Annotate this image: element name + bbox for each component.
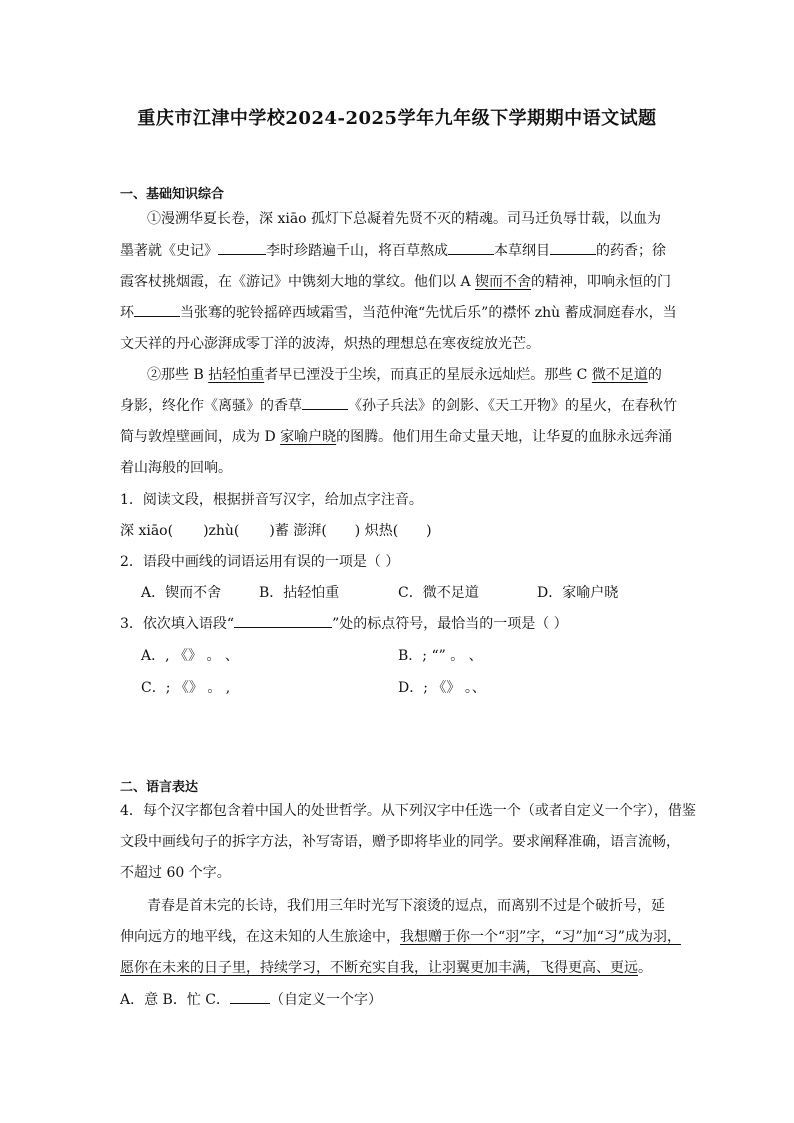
question-4-option-list: A．意 B．忙 C． (120, 992, 231, 1008)
text: 的精神，叩响永恒的门 (531, 274, 672, 290)
underlined-word-d: 家喻户晓 (280, 429, 337, 445)
text: 的图腾。他们用生命丈量天地，让华夏的血脉永远奔涌 (336, 429, 673, 445)
passage-p2-line1 (147, 364, 662, 384)
passage-p1-line2 (120, 240, 666, 260)
section-heading-language-expression: 二、语言表达 (120, 780, 199, 795)
section-heading-basic-knowledge: 一、基础知识综合 (120, 187, 225, 202)
passage-p1-line5: 文天祥的丹心澎湃成零丁洋的波涛，炽热的理想总在寒夜绽放光芒。 (120, 336, 540, 352)
question-4-line3: 不超过 60 个字。 (120, 865, 231, 881)
question-4-passage-line2 (120, 926, 681, 946)
text: （自定义一个字） (270, 992, 383, 1008)
passage-p2-line2 (120, 395, 677, 415)
question-2-option-c[interactable]: C．微不足道 (398, 585, 479, 601)
fill-blank[interactable] (448, 240, 494, 255)
question-3-option-a[interactable]: A．, 《》 。 、 (141, 648, 239, 664)
text: 身影，终化作《离骚》的香草 (120, 398, 302, 414)
text: 墨著就《史记》 (120, 243, 218, 259)
question-3-option-d[interactable]: D．; 《》 。、 (398, 680, 486, 696)
question-2-option-b[interactable]: B．拈轻怕重 (259, 585, 340, 601)
fill-blank (234, 613, 332, 628)
fill-blank[interactable] (218, 240, 266, 255)
text: 《孙子兵法》的剑影、《天工开物》的星火，在春秋竹 (348, 398, 677, 414)
question-1-answer-line (120, 520, 432, 540)
question-4-options (120, 989, 382, 1009)
text: )蓄 澎湃( (269, 523, 327, 539)
question-3-option-b[interactable]: B．; “” 。 、 (398, 648, 483, 664)
text: ) 炽热( (354, 523, 399, 539)
text: 本草纲目 (494, 243, 550, 259)
text: 环 (120, 305, 134, 321)
text: 者早已湮没于尘埃，而真正的星辰永远灿烂。那些 C (264, 367, 592, 383)
question-2-option-d[interactable]: D．家喻户晓 (537, 585, 619, 601)
text: ”处的标点符号，最恰当的一项是（ ） (332, 616, 568, 632)
question-2-option-a[interactable]: A．锲而不舍 (141, 585, 222, 601)
page-title: 重庆市江津中学校2024-2025学年九年级下学期期中语文试题 (137, 108, 657, 129)
text: 深 xiāo( (120, 523, 174, 539)
text: )zhù( (203, 523, 240, 539)
underlined-word-b: 拈轻怕重 (208, 367, 265, 383)
text: 当张骞的驼铃摇碎西域霜雪，当范仲淹“先忧后乐”的襟怀 zhù 蓄成洞庭春水，当 (180, 305, 677, 321)
text: ) (426, 523, 432, 539)
underlined-word-c: 微不足道 (591, 367, 648, 383)
underlined-sentence: 我想赠于你一个“羽”字，“习”加“习”成为羽， (400, 929, 681, 945)
question-3-option-c[interactable]: C．; 《》 。 , (141, 680, 231, 696)
fill-blank[interactable] (550, 240, 596, 255)
passage-p2-line3 (120, 426, 672, 446)
text: 李时珍踏遍千山，将百草熬成 (266, 243, 448, 259)
fill-blank[interactable] (302, 395, 348, 410)
question-4-passage-line1: 青春是首未完的长诗，我们用三年时光写下滚烫的逗点，而离别不过是个破折号，延 (147, 898, 665, 914)
text: 3．依次填入语段“ (120, 616, 235, 632)
text: 。 (638, 960, 652, 976)
text: 的药香；徐 (596, 243, 666, 259)
text: 伸向远方的地平线，在这未知的人生旅途中， (120, 929, 400, 945)
underlined-sentence: 愿你在未来的日子里，持续学习，不断充实自我，让羽翼更加丰满，飞得更高、更远 (120, 960, 638, 976)
question-4-line1: 4．每个汉字都包含着中国人的处世哲学。从下列汉字中任选一个（或者自定义一个字），借鉴 (120, 803, 696, 819)
text: ②那些 B (147, 367, 209, 383)
underlined-word-a: 锲而不舍 (475, 274, 532, 290)
passage-p1-line3 (120, 271, 671, 291)
custom-char-blank[interactable] (230, 989, 270, 1004)
question-4-line2: 文段中画线句子的拆字方法，补写寄语，赠予即将毕业的同学。要求阐释准确，语言流畅， (120, 834, 680, 850)
text: 霞客杖挑烟霞，在《游记》中镌刻大地的掌纹。他们以 A (120, 274, 476, 290)
question-3-stem (120, 613, 568, 633)
fill-blank[interactable] (134, 302, 180, 317)
question-1-stem: 1．阅读文段，根据拼音写汉字，给加点字注音。 (120, 492, 423, 508)
question-4-passage-line3 (120, 957, 652, 977)
text: 的 (647, 367, 662, 383)
passage-p1-line1: ①漫溯华夏长卷，深 xiāo 孤灯下总凝着先贤不灭的精魂。司马迁负辱廿载，以血为 (147, 211, 662, 227)
text: 简与敦煌壁画间，成为 D (120, 429, 281, 445)
passage-p2-line4: 着山海般的回响。 (120, 460, 232, 476)
passage-p1-line4 (120, 302, 677, 322)
question-2-stem: 2．语段中画线的词语运用有误的一项是（ ） (120, 554, 400, 570)
